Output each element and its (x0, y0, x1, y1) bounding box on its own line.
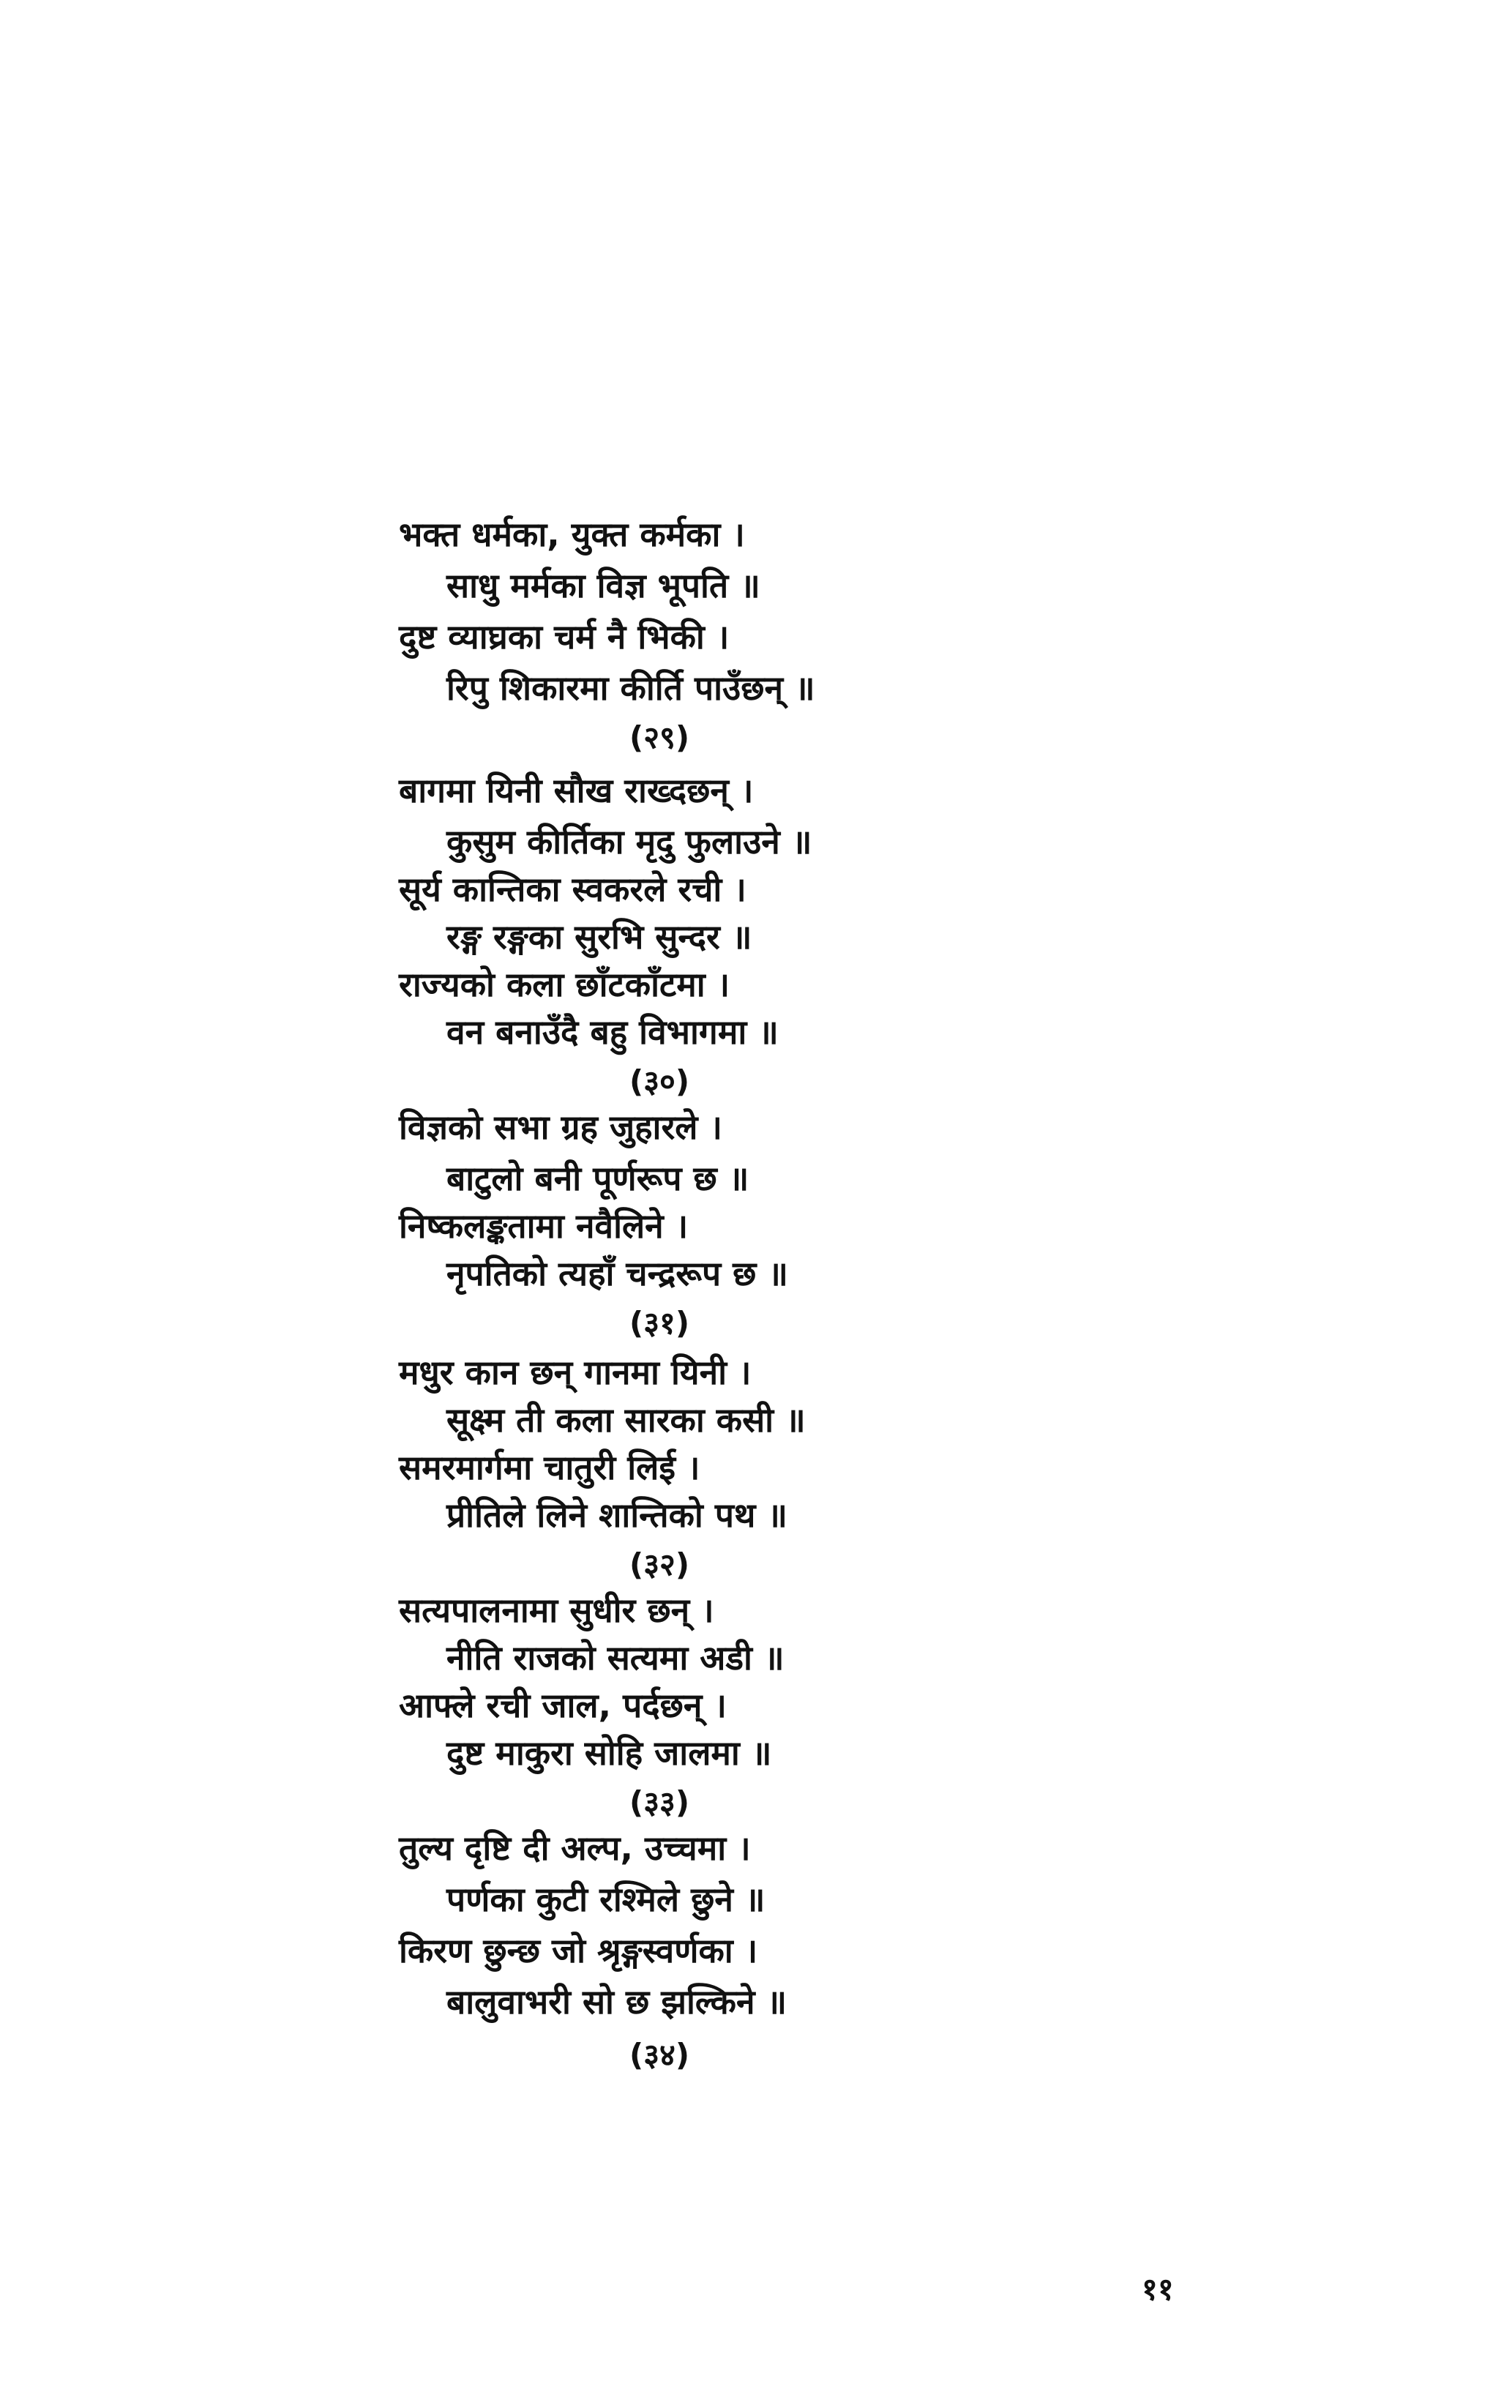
verse-line: रङ्ग रङ्गका सुरभि सुन्दर ॥ (446, 917, 752, 957)
verse-line: पर्णका कुटी रश्मिले छुने ॥ (446, 1880, 766, 1919)
verse-number: (३२) (629, 1547, 690, 1582)
verse-number: (३४) (629, 2037, 690, 2073)
verse-line: वन बनाउँदै बहु विभागमा ॥ (446, 1012, 779, 1052)
verse-line: समरमार्गमा चातुरी लिई । (399, 1448, 700, 1487)
verse-line: भक्त धर्मका, युक्त कर्मका । (399, 515, 745, 554)
verse-number: (२९) (629, 719, 690, 755)
verse-number: (३१) (629, 1305, 690, 1341)
verse-line: नृपतिको त्यहाँ चन्द्ररूप छ ॥ (446, 1254, 788, 1293)
verse-line: निष्कलङ्कतामा नवैलिने । (399, 1206, 689, 1246)
verse-line: किरण छुन्छ जो श्रृङ्गस्वर्णका । (399, 1931, 758, 1970)
verse-line: साधु मर्मका विज्ञ भूपति ॥ (446, 566, 760, 605)
verse-line: तुल्य दृष्टि दी अल्प, उच्चमा । (399, 1828, 751, 1868)
verse-number: (३०) (629, 1063, 690, 1099)
verse-line: कुसुम कीर्तिका मृदु फुलाउने ॥ (446, 822, 812, 861)
verse-line: प्रीतिले लिने शान्तिको पथ ॥ (446, 1495, 787, 1535)
verse-line: बाटुलो बनी पूर्णरूप छ ॥ (446, 1159, 749, 1198)
verse-line: बालुवाभरी सो छ झल्किने ॥ (446, 1982, 787, 2022)
verse-line: सूक्ष्म ती कला सारका कसी ॥ (446, 1400, 806, 1440)
verse-line: मधुर कान छन् गानमा यिनी । (399, 1353, 752, 1392)
verse-line: दुष्ट माकुरा सोहि जालमा ॥ (446, 1733, 772, 1773)
verse-line: विज्ञको सभा ग्रह जुहारले । (399, 1107, 722, 1147)
verse-line: राज्यको कला छाँटकाँटमा । (399, 965, 730, 1004)
verse-line: रिपु शिकारमा कीर्ति पाउँछन् ॥ (446, 668, 815, 708)
verse-line: बागमा यिनी सौख राख्दछन् । (399, 771, 754, 810)
page-number: ११ (1142, 2271, 1174, 2307)
verse-line: सूर्य कान्तिका स्वकरले रची । (399, 870, 746, 909)
verse-line: सत्यपालनामा सुधीर छन् । (399, 1590, 714, 1630)
verse-line: दुष्ट व्याघ्रका चर्म नै भिकी । (399, 617, 730, 657)
verse-number: (३३) (629, 1784, 690, 1820)
verse-line: आफ्ले रची जाल, पर्दछन् । (399, 1686, 727, 1725)
verse-line: नीति राजको सत्यमा अडी ॥ (446, 1638, 785, 1678)
